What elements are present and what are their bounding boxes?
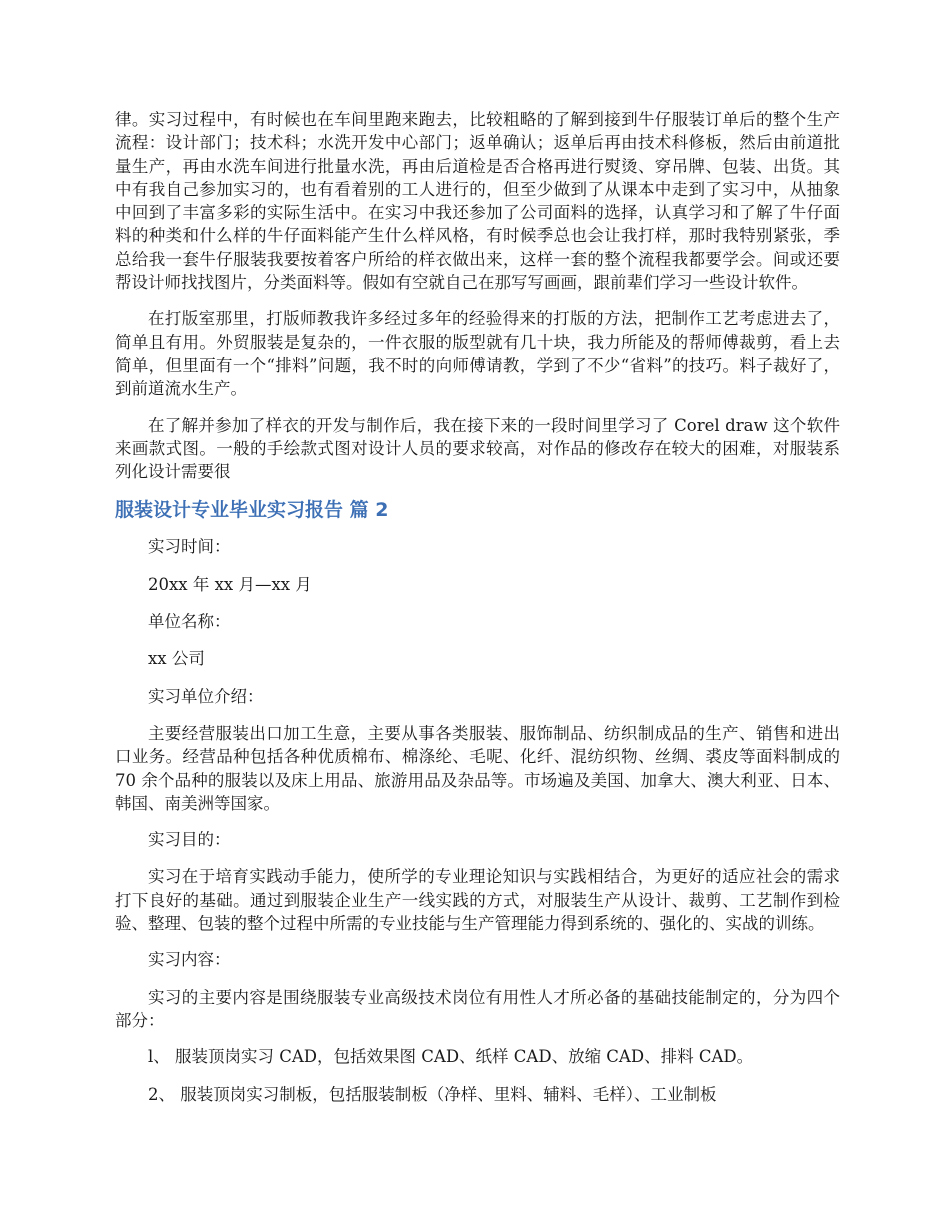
section-heading: 服装设计专业毕业实习报告 篇 2 — [115, 499, 389, 522]
document-body — [115, 108, 840, 1120]
body-paragraph: 在打版室那里，打版师教我许多经过多年的经验得来的打版的方法，把制作工艺考虑进去了，简单且有用。外贸服装是复杂的，一件衣服的版型就有几十块，我力所能及的帮师傅裁剪，看上去简单，但里面有一个“排料”问题，我不时的向师傅请教，学到了不少“省料”的技巧。料子裁好了，到前道流水生产。 — [115, 309, 840, 399]
value-internship-time: 20xx 年 xx 月—xx 月 — [148, 574, 312, 594]
list-item: l、 服装顶岗实习 CAD，包括效果图 CAD、纸样 CAD、放缩 CAD、排料 CAD。 — [148, 1047, 754, 1067]
body-paragraph: 律。实习过程中，有时候也在车间里跑来跑去，比较粗略的了解到接到牛仔服装订单后的整个生产流程：设计部门；技术科；水洗开发中心部门；返单确认；返单后再由技术科修板，然后由前道批量生产，再由水洗车间进行批量水洗，再由后道检是否合格再进行熨烫、穿吊牌、包装、出货。其中有我自己参加实习的，也有看着别的工人进行的，但至少做到了从课本中走到了实习中，从抽象中回到了丰富多彩的实际生活中。在实习中我还参加了公司面料的选择，认真学习和了解了牛仔面料的种类和什么样的牛仔面料能产生什么样风格，有时候季总也会让我打样，那时我特别紧张，季总给我一套牛仔服装我要按着客户所给的样衣做出来，这样一套的整个流程我都要学会。间或还要帮设计师找找图片，分类面料等。假如有空就自己在那写写画画，跟前辈们学习一些设计软件。 — [115, 110, 840, 293]
label-content: 实习内容： — [148, 950, 231, 970]
value-unit-name: xx 公司 — [148, 649, 205, 669]
label-internship-time: 实习时间： — [148, 537, 231, 557]
label-unit-intro: 实习单位介绍： — [148, 686, 264, 706]
value-content: 实习的主要内容是围绕服装专业高级技术岗位有用性人才所必备的基础技能制定的，分为四个部分： — [115, 987, 840, 1030]
list-item: 2、 服装顶岗实习制板，包括服装制板（净样、里料、辅料、毛样）、工业制板 — [148, 1084, 717, 1104]
value-unit-intro: 主要经营服装出口加工生意，主要从事各类服装、服饰制品、纺织制成品的生产、销售和进出口业务。经营品种包括各种优质棉布、棉涤纶、毛呢、化纤、混纺织物、丝绸、裘皮等面料制成的 70 余个品种的服装以及床上用品、旅游用品及杂品等。市场遍及美国、加拿大、澳大利亚、日本、韩国、南美洲等国家。 — [115, 723, 840, 813]
body-paragraph: 在了解并参加了样衣的开发与制作后，我在接下来的一段时间里学习了 Corel draw 这个软件来画款式图。一般的手绘款式图对设计人员的要求较高，对作品的修改存在较大的困难，对服装系列化设计需要很 — [115, 415, 840, 482]
label-purpose: 实习目的： — [148, 830, 231, 850]
value-purpose: 实习在于培育实践动手能力，使所学的专业理论知识与实践相结合，为更好的适应社会的需求打下良好的基础。通过到服装企业生产一线实践的方式，对服装生产从设计、裁剪、工艺制作到检验、整理、包装的整个过程中所需的专业技能与生产管理能力得到系统的、强化的、实战的训练。 — [115, 867, 840, 934]
label-unit-name: 单位名称： — [148, 612, 231, 632]
